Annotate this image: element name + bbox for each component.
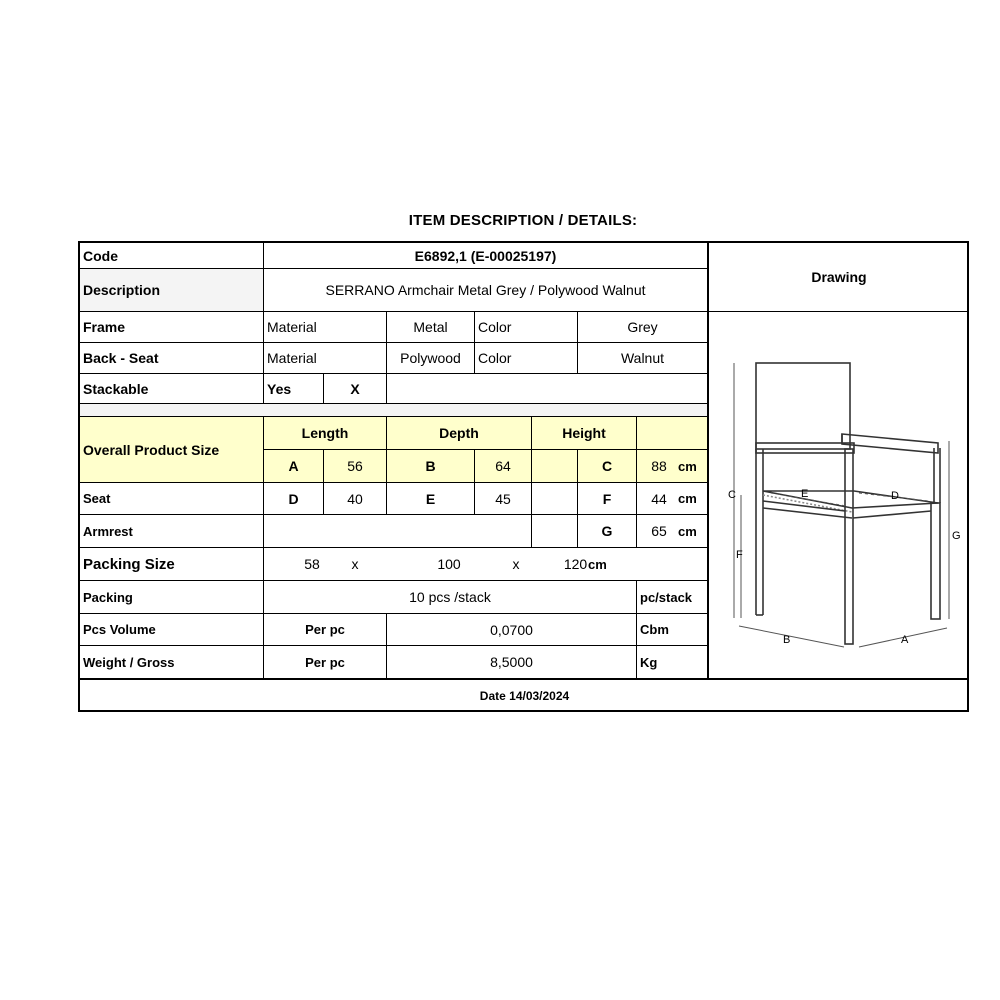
weight-label: Weight / Gross [83,654,175,670]
drawing-label-d: D [891,490,899,502]
frame-label: Frame [83,319,126,335]
weight-per: Per pc [305,654,345,670]
pcs-volume-per: Per pc [305,622,345,637]
item-details-sheet [78,241,969,712]
back-seat-material-label: Material [267,350,317,366]
chair-drawing [709,313,969,678]
packing-size-label: Packing Size [83,555,175,573]
packing-width: 58 [304,556,320,572]
dim-d-value: 40 [347,490,363,507]
seat-unit: cm [678,491,697,506]
overall-header-blank [637,417,707,449]
code-label: Code [83,247,118,264]
frame-color-label: Color [478,319,512,335]
drawing-label-g: G [952,530,961,542]
chair-seat [763,491,938,508]
chair-outline [756,363,940,644]
dim-a-value: 56 [324,450,386,482]
packing-x-1: x [351,556,359,572]
overall-unit: cm [678,458,697,474]
dim-e-letter: E [425,490,436,507]
dim-c-letter: C [578,450,636,482]
description-value: SERRANO Armchair Metal Grey / Polywood Walnut [325,282,646,298]
overall-size-label: Overall Product Size [80,417,263,482]
dim-e-value: 45 [495,490,511,507]
seat-label: Seat [83,491,111,506]
drawing-label-f: F [736,549,743,561]
weight-unit: Kg [640,654,658,670]
stackable-mark: X [350,380,360,397]
back-seat-label: Back - Seat [83,350,159,366]
drawing-label-c: C [728,489,736,501]
length-header: Length [264,417,386,449]
drawing-label-a: A [901,634,909,646]
packing-depth: 100 [437,556,461,572]
chair-back-panel [756,363,850,449]
chair-armrest [842,434,938,453]
description-label: Description [80,269,263,311]
armrest-unit: cm [678,523,697,539]
weight-value: 8,5000 [490,654,533,670]
dim-f-letter: F [602,490,612,507]
pcs-volume-value: 0,0700 [490,621,533,638]
pcs-volume-unit: Cbm [640,622,669,637]
dim-b-letter: B [387,450,474,482]
armrest-label: Armrest [83,523,133,539]
back-seat-material: Polywood [400,350,461,366]
dim-b-value: 64 [475,450,531,482]
packing-unit: pc/stack [640,589,693,605]
stackable-label: Stackable [83,380,149,397]
drawing-header: Drawing [811,269,867,285]
back-seat-color: Walnut [620,350,665,366]
stackable-answer: Yes [267,380,292,397]
packing-value: 10 pcs /stack [409,589,491,605]
packing-x-2: x [512,556,520,572]
document-title: ITEM DESCRIPTION / DETAILS: [408,212,638,229]
back-seat-color-label: Color [478,350,512,366]
dim-a-letter: A [264,450,323,482]
packing-label: Packing [83,589,133,605]
dim-c-value: 88 [651,458,667,474]
dim-f-value: 44 [651,490,667,507]
dim-d-letter: D [288,490,299,507]
drawing-label-b: B [783,634,791,646]
frame-material-label: Material [267,319,317,335]
chair-front-leg [845,449,853,644]
packing-size-unit: cm [588,556,607,572]
dim-g-letter: G [601,523,613,539]
drawing-label-e: E [801,488,809,500]
spacer-row [80,404,707,416]
pcs-volume-label: Pcs Volume [83,622,156,637]
dim-g-value: 65 [651,523,667,539]
code-value: E6892,1 (E-00025197) [414,247,557,264]
depth-header: Depth [387,417,531,449]
date-footer: Date 14/03/2024 [479,689,570,703]
frame-material: Metal [413,319,448,335]
packing-height: 120 [563,556,588,572]
height-header: Height [532,417,636,449]
frame-color: Grey [627,319,658,335]
